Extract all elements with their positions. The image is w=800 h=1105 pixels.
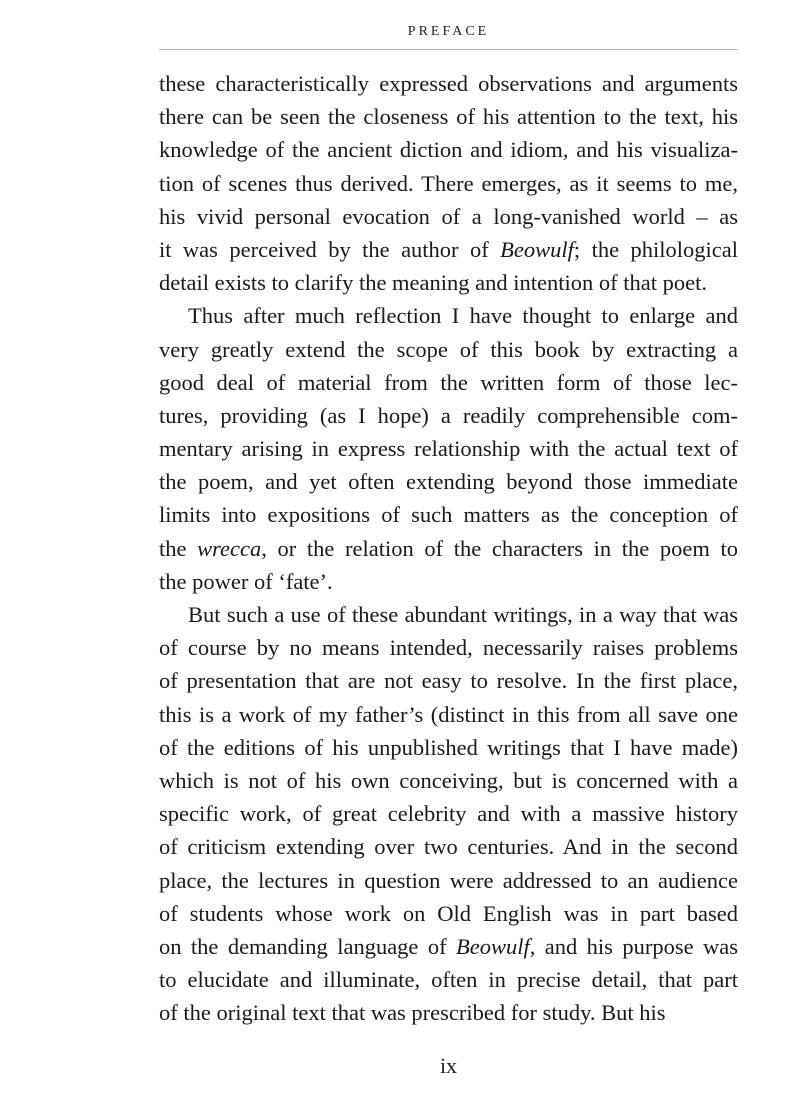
text-run: the	[159, 535, 198, 561]
paragraph	[159, 67, 738, 299]
text-run: place, the lectures in question were addressed to an audience	[159, 867, 738, 893]
text-line	[159, 830, 738, 863]
text-line	[159, 764, 738, 797]
text-run: the poem, and yet often extending beyond those immediate	[159, 469, 738, 495]
text-line	[159, 200, 738, 233]
text-line	[159, 532, 738, 565]
running-head: PREFACE	[407, 24, 490, 39]
text-run: , and his purpose was	[529, 933, 738, 959]
text-line	[159, 963, 738, 996]
text-run: the power of ‘fate’.	[159, 568, 333, 594]
text-run: Thus after much reflection I have thought to enlarge and	[188, 303, 738, 329]
text-run: these characteristically expressed observations and arguments	[159, 71, 738, 96]
text-line	[159, 930, 738, 963]
text-run: which is not of his own conceiving, but is concerned with a	[159, 767, 738, 793]
text-run: it was perceived by the author of	[159, 236, 501, 262]
text-line	[159, 897, 738, 930]
text-line	[159, 67, 738, 100]
page-number: ix	[439, 1053, 458, 1078]
text-line	[159, 366, 738, 399]
text-line	[159, 133, 738, 166]
text-line	[159, 996, 738, 1029]
text-run: his vivid personal evocation of a long-vanished world – as	[159, 203, 738, 229]
text-run: good deal of material from the written form of those lec-	[159, 369, 738, 395]
text-run: this is a work of my father’s (distinct in this from all save one	[159, 701, 738, 727]
italic-text: wrecca	[197, 535, 262, 561]
text-run: ; the philological	[573, 236, 739, 262]
text-run: detail exists to clarify the meaning and intention of that poet.	[159, 270, 707, 296]
text-line	[159, 100, 738, 133]
text-run: , or the relation of the characters in the poem to	[261, 535, 738, 561]
text-run: on the demanding language of	[159, 933, 456, 959]
italic-text: Beowulf	[500, 236, 574, 262]
text-line	[159, 631, 738, 664]
text-run: of the editions of his unpublished writings that I have made)	[159, 734, 738, 760]
header-rule	[159, 49, 738, 50]
text-line	[159, 731, 738, 764]
text-line	[159, 266, 738, 299]
text-run: mentary arising in express relationship with the actual text of	[159, 436, 738, 462]
text-run: of students whose work on Old English was in part based	[159, 900, 738, 926]
text-run: tures, providing (as I hope) a readily comprehensible com-	[159, 402, 738, 428]
text-run: knowledge of the ancient diction and idiom, and his visualiza-	[159, 137, 738, 163]
text-line	[159, 598, 738, 631]
paragraph	[159, 299, 738, 598]
text-line	[159, 233, 738, 266]
text-run: of presentation that are not easy to resolve. In the first place,	[159, 668, 738, 694]
text-run: very greatly extend the scope of this book by extracting a	[159, 336, 738, 362]
italic-text: Beowulf	[455, 933, 530, 959]
text-run: But such a use of these abundant writings, in a way that was	[188, 602, 738, 627]
text-line	[159, 432, 738, 465]
body-text	[159, 67, 738, 1029]
text-line	[159, 565, 738, 598]
book-page	[159, 0, 738, 1105]
text-run: tion of scenes thus derived. There emerges, as it seems to me,	[159, 170, 738, 196]
text-line	[159, 698, 738, 731]
text-line	[159, 399, 738, 432]
text-run: of course by no means intended, necessarily raises problems	[159, 635, 738, 661]
text-run: to elucidate and illuminate, often in precise detail, that part	[159, 967, 738, 993]
text-run: limits into expositions of such matters as the conception of	[159, 502, 738, 528]
text-line	[159, 864, 738, 897]
text-line	[159, 299, 738, 332]
text-line	[159, 167, 738, 200]
text-line	[159, 664, 738, 697]
text-line	[159, 498, 738, 531]
text-run: of the original text that was prescribed for study. But his	[159, 1000, 666, 1026]
text-run: specific work, of great celebrity and with a massive history	[159, 801, 738, 827]
text-line	[159, 797, 738, 830]
paragraph	[159, 598, 738, 1029]
text-run: there can be seen the closeness of his attention to the text, his	[159, 104, 738, 130]
text-run: of criticism extending over two centuries. And in the second	[159, 834, 738, 860]
text-line	[159, 465, 738, 498]
text-line	[159, 333, 738, 366]
